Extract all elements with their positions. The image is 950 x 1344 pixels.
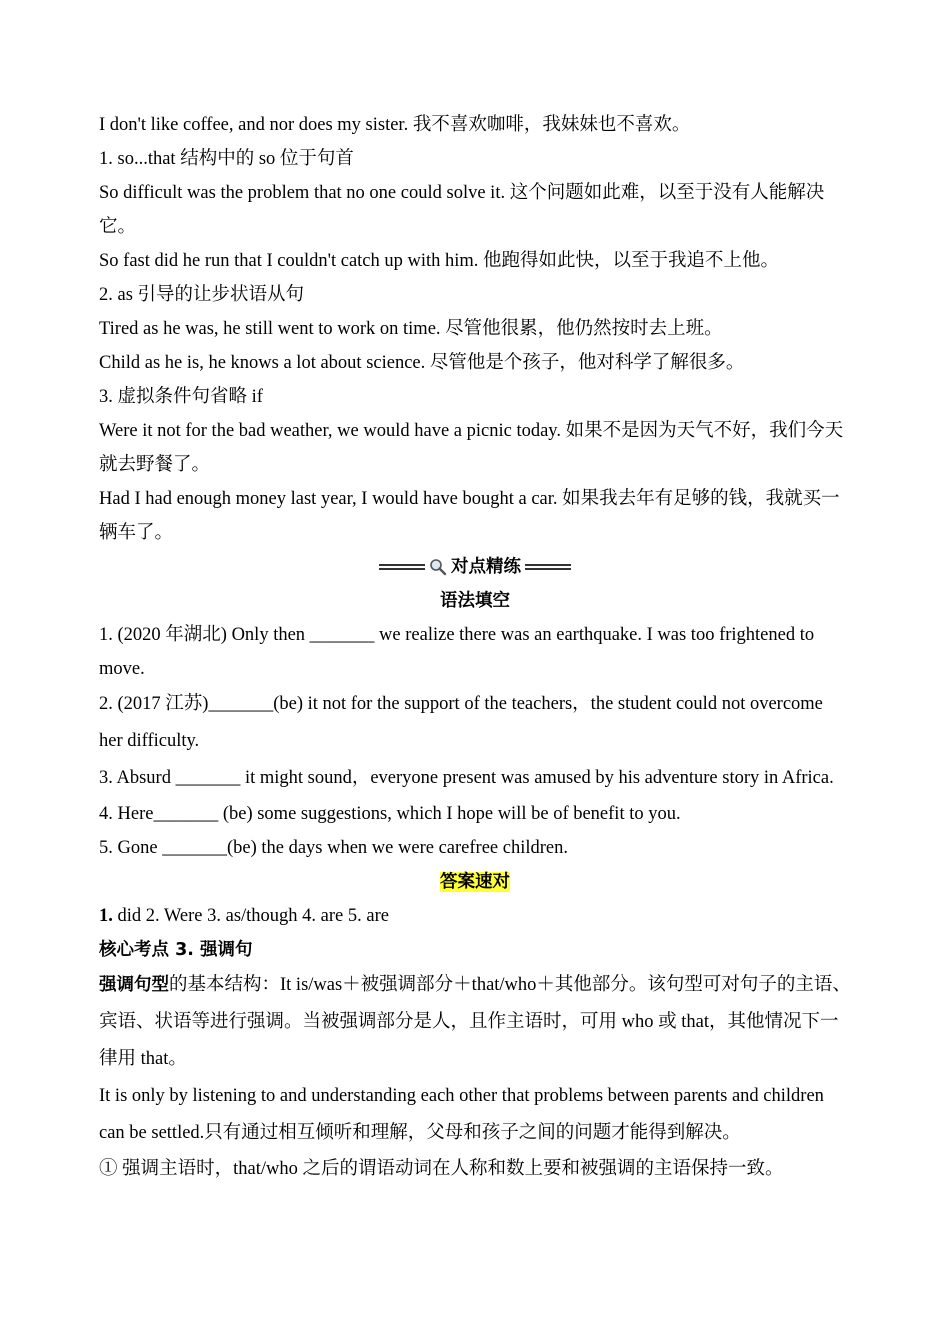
question-5: 5. Gone _______(be) the days when we were carefree children. <box>99 838 568 858</box>
example-child-as: Child as he is, he knows a lot about science. 尽管他是个孩子，他对科学了解很多。 <box>99 353 745 373</box>
question-2: 2. (2017 江苏)_______(be) it not for the support of the teachers，the student could not overcome her difficulty. <box>99 694 823 751</box>
example-were-it-not: Were it not for the bad weather, we would have a picnic today. 如果不是因为天气不好，我们今天就去野餐了。 <box>99 421 844 475</box>
answers-values: did 2. Were 3. as/though 4. are 5. are <box>112 906 389 926</box>
practice-subtitle: 语法填空 <box>440 591 510 611</box>
question-1: 1. (2020 年湖北) Only then _______ we realize there was an earthquake. I was too frightened to move. <box>99 625 815 679</box>
answers-title-line <box>99 865 851 899</box>
subheading-omit-if: 3. 虚拟条件句省略 if <box>99 387 263 407</box>
subheading-as-clause: 2. as 引导的让步状语从句 <box>99 285 305 305</box>
example-so-difficult: So difficult was the problem that no one could solve it. 这个问题如此难，以至于没有人能解决它。 <box>99 183 825 237</box>
example-so-fast: So fast did he run that I couldn't catch up with him. 他跑得如此快，以至于我追不上他。 <box>99 251 780 271</box>
subheading-so-that: 1. so...that 结构中的 so 位于句首 <box>99 149 354 169</box>
answers-line <box>99 899 851 933</box>
section-term: 强调句型 <box>99 975 169 995</box>
banner-right-rule <box>525 564 571 570</box>
section-heading: 核心考点 3. 强调句 <box>99 940 253 960</box>
magnifier-icon <box>429 558 447 576</box>
practice-banner <box>99 550 851 584</box>
question-4: 4. Here_______ (be) some suggestions, which I hope will be of benefit to you. <box>99 804 681 824</box>
section-rule-1: ① 强调主语时，that/who 之后的谓语动词在人称和数上要和被强调的主语保持一致。 <box>99 1159 784 1179</box>
practice-banner-title: 对点精练 <box>451 557 521 577</box>
answers-first-number: 1. <box>99 906 113 926</box>
example-had-i-had: Had I had enough money last year, I would have bought a car. 如果我去年有足够的钱，我就买一辆车了。 <box>99 489 840 543</box>
section-intro <box>99 967 851 1078</box>
banner-left-rule <box>379 564 425 570</box>
section-intro-text: 的基本结构：It is/was＋被强调部分＋that/who＋其他部分。该句型可对句子的主语、宾语、状语等进行强调。当被强调部分是人，且作主语时，可用 who 或 that，其他情况下一律用 that。 <box>99 975 851 1069</box>
answers-title: 答案速对 <box>440 872 510 892</box>
example-tired-as: Tired as he was, he still went to work on time. 尽管他很累，他仍然按时去上班。 <box>99 319 723 339</box>
question-3: 3. Absurd _______ it might sound，everyone present was amused by his adventure story in Africa. <box>99 768 834 788</box>
document-page <box>99 108 851 1186</box>
example-nor-does: I don't like coffee, and nor does my sister. 我不喜欢咖啡，我妹妹也不喜欢。 <box>99 115 691 135</box>
section-example: It is only by listening to and understanding each other that problems between parents and children can be settled.只有通过相互倾听和理解，父母和孩子之间的问题才能得到解决。 <box>99 1086 824 1143</box>
